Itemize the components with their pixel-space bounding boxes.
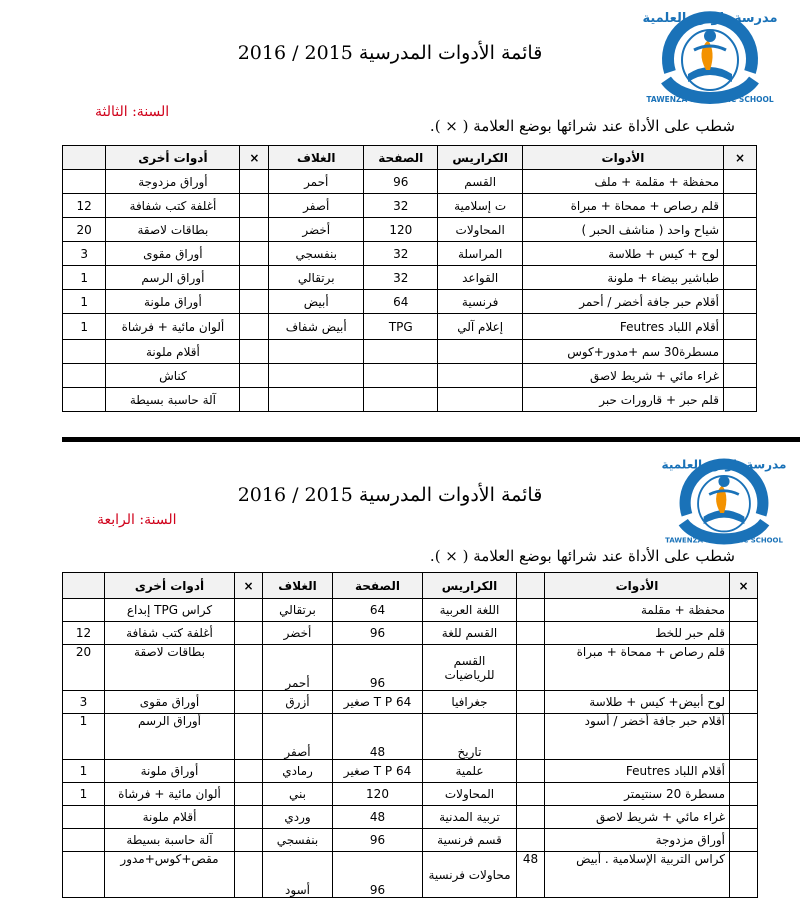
table-row: أوراق مزدوجة قسم فرنسية 96 بنفسجي آلة حاسبة بسيطة	[63, 829, 758, 852]
instruction-text: شطب على الأداة عند شرائها بوضع العلامة ( × ).	[429, 117, 735, 135]
header-check-2: ×	[235, 573, 263, 599]
header-notebooks: الكراريس	[423, 573, 517, 599]
header-tools: الأدوات	[522, 146, 723, 170]
logo-name-en: TAWENZA SCIENTIFIC SCHOOL	[665, 536, 783, 545]
logo-name-en: TAWENZA SCIENTIFIC SCHOOL	[646, 95, 774, 104]
table-row: قلم حبر للخط القسم للغة 96 أخضر أغلفة كتب شفافة 12	[63, 622, 758, 645]
table-header-row	[63, 146, 757, 170]
header-tools: الأدوات	[545, 573, 730, 599]
header-check: ×	[730, 573, 758, 599]
table-row: مسطرة 20 سنتيمتر المحاولات 120 بني ألوان مائية + فرشاة 1	[63, 783, 758, 806]
table-row: أقلام حبر جافة أخضر / أسود تاريخ 48 أصفر أوراق الرسم 1	[63, 714, 758, 760]
header-check: ×	[724, 146, 757, 170]
page-title: قائمة الأدوات المدرسية 2015 / 2016	[237, 484, 543, 506]
table-row: محفظة + مقلمة + ملف القسم 96 أحمر أوراق مزدوجة	[63, 170, 757, 194]
logo-name-ar: مدرسة تاونزة العلمية	[642, 11, 778, 26]
section-divider	[62, 437, 800, 442]
section-fourth-year	[0, 448, 800, 922]
table-row: قلم رصاص + ممحاة + مبراة ت إسلامية 32 أصفر أغلفة كتب شفافة 12	[63, 194, 757, 218]
header-check-2: ×	[240, 146, 269, 170]
header-notebooks: الكراريس	[438, 146, 523, 170]
table-row: محفظة + مقلمة اللغة العربية 64 برتقالي كراس TPG إبداع	[63, 599, 758, 622]
table-row: أقلام اللباد Feutres إعلام آلي TPG أبيض شفاف ألوان مائية + فرشاة 1	[63, 314, 757, 340]
header-qty	[63, 146, 106, 170]
section-third-year	[0, 0, 800, 440]
header-qty-2	[63, 573, 105, 599]
table-row: قلم حبر + قارورات حبر آلة حاسبة بسيطة	[63, 388, 757, 412]
table-header-row	[63, 573, 758, 599]
table-row: كراس التربية الإسلامية . أبيض 48 محاولات فرنسية 96 أسود مقص+كوس+مدور	[63, 852, 758, 898]
header-other: أدوات أخرى	[106, 146, 240, 170]
year-label: السنة: الرابعة	[97, 512, 177, 528]
header-cover: الغلاف	[263, 573, 333, 599]
header-other: أدوات أخرى	[105, 573, 235, 599]
table-row: شياح واحد ( مناشف الحبر ) المحاولات 120 أخضر بطاقات لاصقة 20	[63, 218, 757, 242]
table-row: قلم رصاص + ممحاة + مبراة القسم للرياضيات 96 أحمر بطاقات لاصقة 20	[63, 645, 758, 691]
header-pages: الصفحة	[333, 573, 423, 599]
table-row: مسطرة30 سم +مدور+كوس أقلام ملونة	[63, 340, 757, 364]
logo-name-ar: مدرسة تاونزة العلمية	[661, 457, 787, 472]
table-row: طباشير بيضاء + ملونة القواعد 32 برتقالي أوراق الرسم 1	[63, 266, 757, 290]
table-row: أقلام اللباد Feutres علمية T P 64 صغير رمادي أوراق ملونة 1	[63, 760, 758, 783]
tools-table	[62, 572, 758, 898]
tools-table	[62, 145, 757, 412]
table-row: لوح + كيس + طلاسة المراسلة 32 بنفسجي أوراق مقوى 3	[63, 242, 757, 266]
header-cover: الغلاف	[269, 146, 364, 170]
instruction-text: شطب على الأداة عند شرائها بوضع العلامة ( × ).	[429, 547, 735, 565]
table-row: أقلام حبر جافة أخضر / أحمر فرنسية 64 أبيض أوراق ملونة 1	[63, 290, 757, 314]
page-title: قائمة الأدوات المدرسية 2015 / 2016	[237, 42, 543, 64]
year-label: السنة: الثالثة	[95, 104, 170, 120]
table-row: غراء مائي + شريط لاصق تربية المدنية 48 وردي أقلام ملونة	[63, 806, 758, 829]
header-pages: الصفحة	[364, 146, 438, 170]
table-row: غراء مائي + شريط لاصق كناش	[63, 364, 757, 388]
table-row: لوح أبيض+ كيس + طلاسة جغرافيا T P 64 صغير أزرق أوراق مقوى 3	[63, 691, 758, 714]
header-qty-1	[517, 573, 545, 599]
